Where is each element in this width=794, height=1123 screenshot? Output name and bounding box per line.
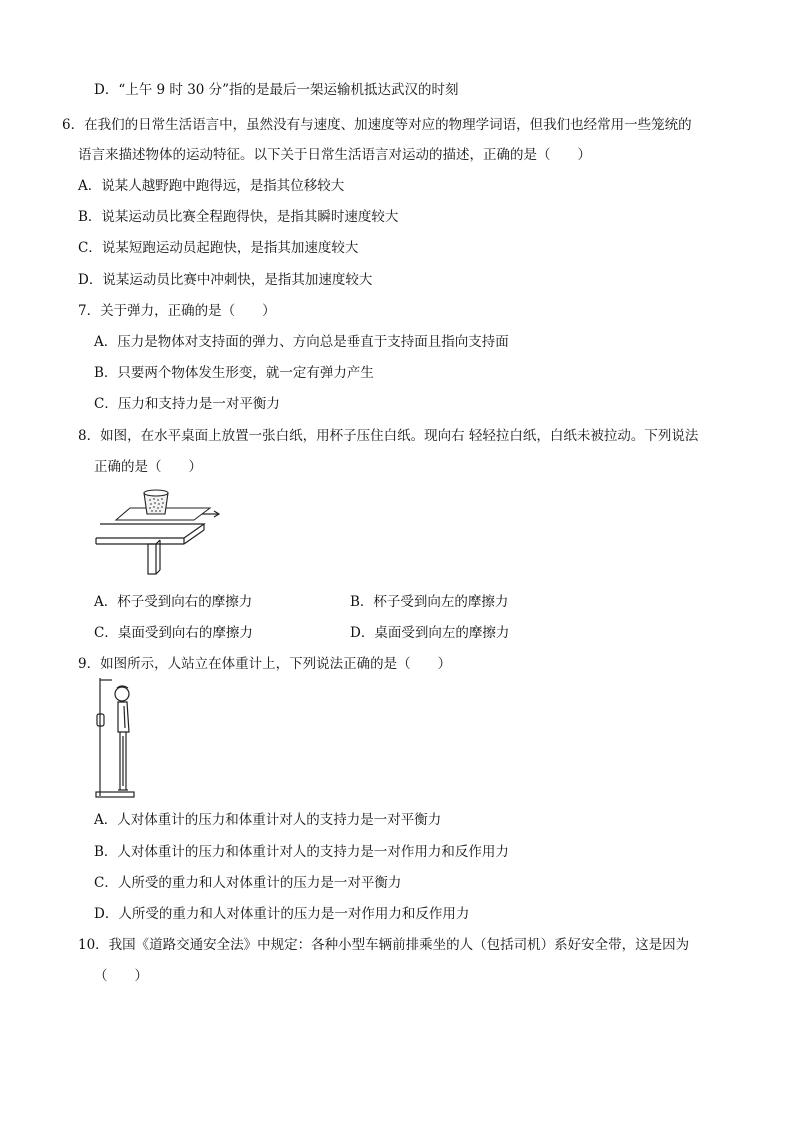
tabletop-outline bbox=[96, 524, 204, 538]
person-head bbox=[115, 687, 129, 701]
q10-stem-line1: 10．我国《道路交通安全法》中规定：各种小型车辆前排乘坐的人（包括司机）系好安全带，这是因为 bbox=[78, 937, 690, 953]
q5-option-d: D．“上午 9 时 30 分”指的是最后一架运输机抵达武汉的时刻 bbox=[94, 82, 459, 98]
q6-stem-line1: 6．在我们的日常生活语言中，虽然没有与速度、加速度等对应的物理学词语，但我们也经常用一些笼统的 bbox=[62, 117, 692, 133]
q7-stem: 7．关于弹力，正确的是（ ） bbox=[78, 303, 276, 319]
table-leg bbox=[148, 544, 156, 574]
q6-option-a: A．说某人越野跑中跑得远，是指其位移较大 bbox=[78, 178, 345, 194]
cup-icon bbox=[144, 490, 168, 514]
q6-option-c: C．说某短跑运动员起跑快，是指其加速度较大 bbox=[78, 240, 359, 256]
q6-option-b: B．说某运动员比赛全程跑得快，是指其瞬时速度较大 bbox=[78, 209, 399, 225]
q6-option-d: D．说某运动员比赛中冲刺快，是指其加速度较大 bbox=[78, 272, 373, 288]
q9-option-a: A．人对体重计的压力和体重计对人的支持力是一对平衡力 bbox=[94, 812, 442, 828]
q9-option-d: D．人所受的重力和人对体重计的压力是一对作用力和反作用力 bbox=[94, 906, 470, 922]
q9-stem: 9．如图所示，人站立在体重计上，下列说法正确的是（ ） bbox=[78, 656, 452, 672]
scale-platform bbox=[96, 792, 134, 797]
q8-option-b: B．杯子受到向左的摩擦力 bbox=[350, 594, 509, 610]
q8-option-a: A．杯子受到向右的摩擦力 bbox=[94, 594, 253, 610]
q8-stem-line1: 8．如图，在水平桌面上放置一张白纸，用杯子压住白纸。现向右 轻轻拉白纸，白纸未被拉动。下列说法 bbox=[78, 428, 699, 444]
q7-option-a: A．压力是物体对支持面的弹力、方向总是垂直于支持面且指向支持面 bbox=[94, 334, 509, 350]
q7-option-b: B．只要两个物体发生形变，就一定有弹力产生 bbox=[94, 365, 374, 381]
q8-stem-line2: 正确的是（ ） bbox=[94, 459, 202, 475]
q10-stem-line2: （ ） bbox=[94, 968, 148, 984]
q8-table-cup-figure bbox=[94, 486, 224, 578]
q9-option-b: B．人对体重计的压力和体重计对人的支持力是一对作用力和反作用力 bbox=[94, 844, 509, 860]
q8-option-d: D．桌面受到向左的摩擦力 bbox=[350, 625, 510, 641]
q9-person-scale-figure bbox=[94, 674, 144, 802]
q9-option-c: C．人所受的重力和人对体重计的压力是一对平衡力 bbox=[94, 875, 402, 891]
q7-option-c: C．压力和支持力是一对平衡力 bbox=[94, 396, 280, 412]
q8-option-c: C．桌面受到向右的摩擦力 bbox=[94, 625, 253, 641]
q6-stem-line2: 语言来描述物体的运动特征。以下关于日常生活语言对运动的描述，正确的是（ ） bbox=[78, 147, 591, 163]
